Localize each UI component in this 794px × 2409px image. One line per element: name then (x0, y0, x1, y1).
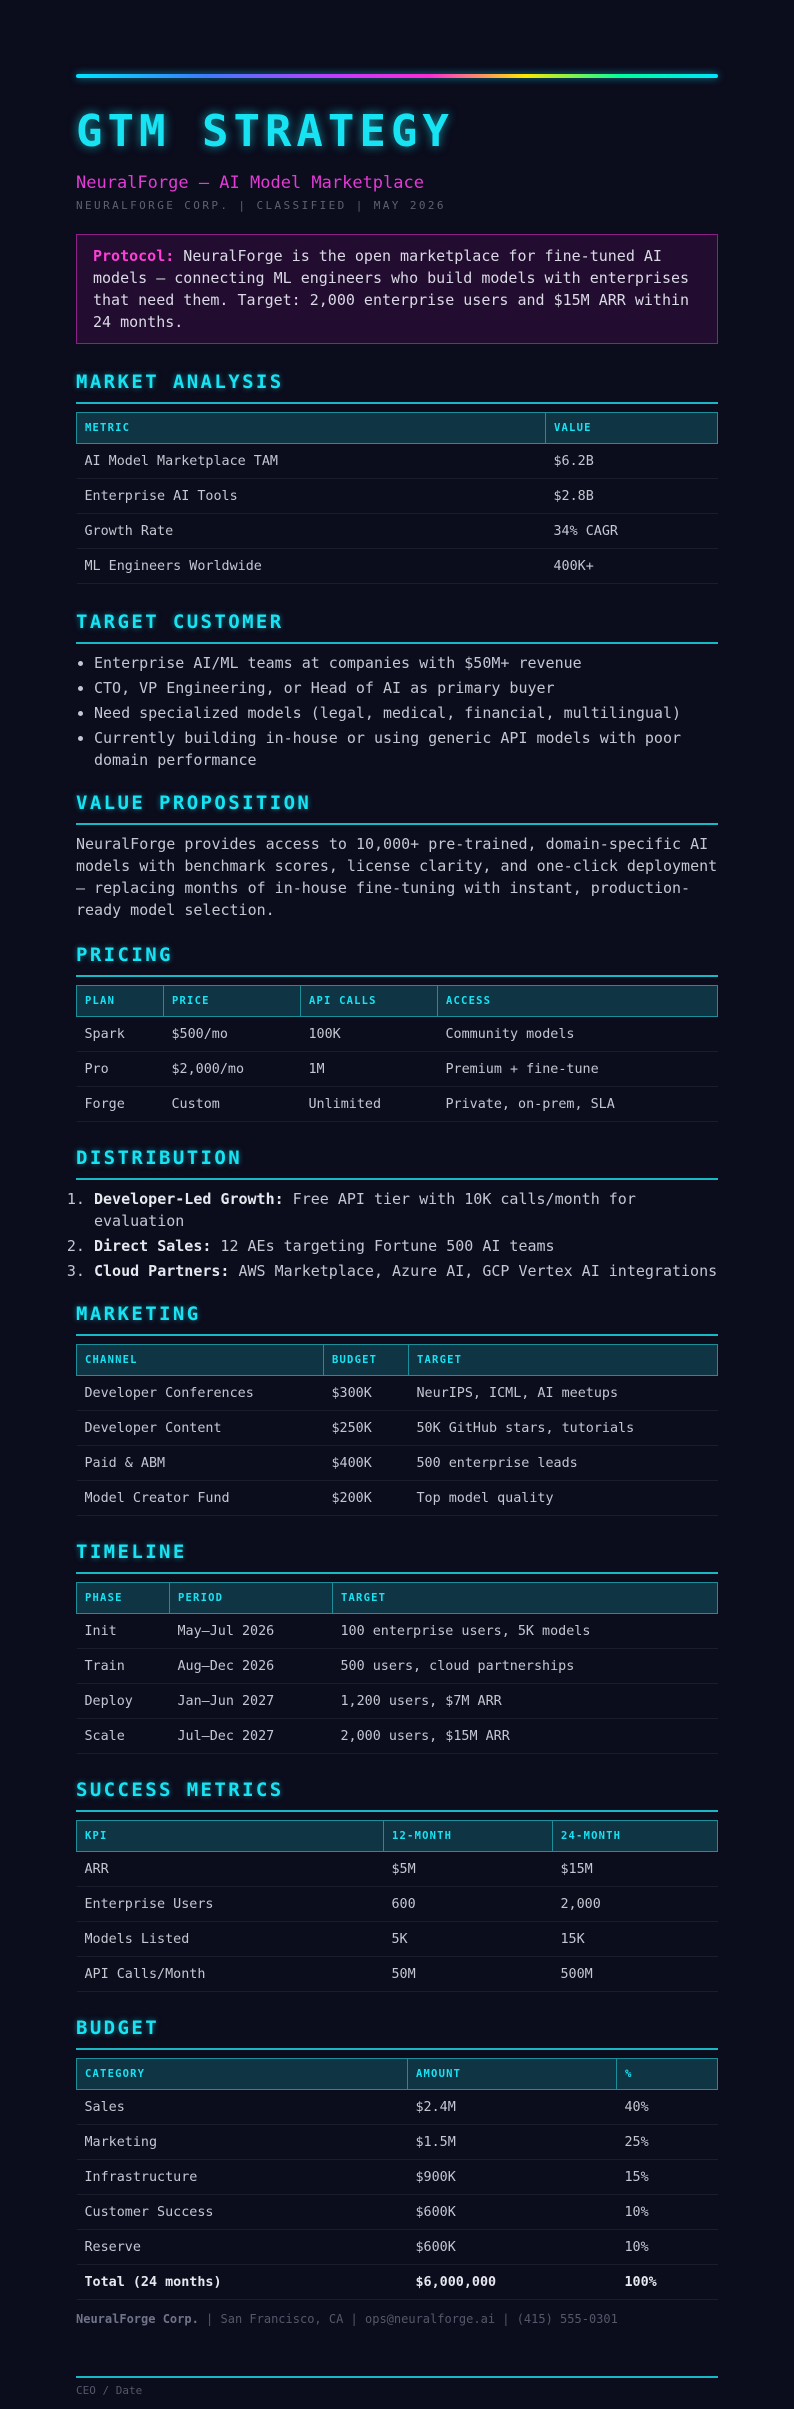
market-table (76, 412, 718, 584)
protocol-text: NeuralForge is the open marketplace for fine-tuned AI models — connecting ML engineers who build models with enterprises that need them. Target: 2,000 enterprise users and $15M ARR within 24 months. (93, 247, 690, 331)
item-text: 12 AEs targeting Fortune 500 AI teams (211, 1237, 555, 1255)
table-cell: Premium + fine-tune (438, 1052, 718, 1087)
table-cell: Deploy (77, 1684, 170, 1719)
column-header: 12-MONTH (384, 1821, 553, 1852)
table-row (77, 1922, 718, 1957)
table-cell: 15% (617, 2160, 718, 2195)
section-success-metrics (76, 1778, 718, 1992)
table-row (77, 1481, 718, 1516)
table-cell: $2.4M (408, 2090, 617, 2125)
page-title: GTM STRATEGY (76, 106, 454, 157)
table-cell: $200K (324, 1481, 409, 1516)
section-target-customer (76, 610, 718, 771)
table-cell: NeurIPS, ICML, AI meetups (409, 1376, 718, 1411)
item-label: Direct Sales: (94, 1237, 212, 1255)
section-value-proposition (76, 791, 718, 921)
metrics-table (76, 1820, 718, 1992)
footer-company: NeuralForge Corp. (76, 2312, 199, 2326)
page-subtitle: NeuralForge — AI Model Marketplace (76, 173, 424, 193)
table-cell: $600K (408, 2230, 617, 2265)
table-row (77, 514, 718, 549)
table-cell: 500M (553, 1957, 718, 1992)
table-cell: AI Model Marketplace TAM (77, 444, 546, 479)
list-item (94, 1235, 718, 1257)
section-heading-target: TARGET CUSTOMER (76, 610, 718, 644)
section-heading-budget: BUDGET (76, 2016, 718, 2050)
table-cell: $400K (324, 1446, 409, 1481)
table-cell: Aug–Dec 2026 (170, 1649, 333, 1684)
table-cell: Forge (77, 1087, 164, 1122)
table-row (77, 2125, 718, 2160)
column-header: PRICE (164, 986, 301, 1017)
table-row (77, 549, 718, 584)
table-cell: $600K (408, 2195, 617, 2230)
list-item (94, 1188, 718, 1232)
section-marketing (76, 1302, 718, 1516)
table-cell: Init (77, 1614, 170, 1649)
section-heading-metrics: SUCCESS METRICS (76, 1778, 718, 1812)
column-header: TARGET (409, 1345, 718, 1376)
column-header: VALUE (546, 413, 718, 444)
column-header: 24-MONTH (553, 1821, 718, 1852)
section-heading-market: MARKET ANALYSIS (76, 370, 718, 404)
signature-label: CEO / Date (76, 2384, 143, 2397)
table-cell: Jan–Jun 2027 (170, 1684, 333, 1719)
table-row (77, 2160, 718, 2195)
table-cell: Custom (164, 1087, 301, 1122)
protocol-callout (76, 234, 718, 344)
document-page (76, 0, 718, 2397)
table-cell: 100% (617, 2265, 718, 2300)
table-cell: 1,200 users, $7M ARR (333, 1684, 718, 1719)
classification-meta: NEURALFORGE CORP. | CLASSIFIED | MAY 2026 (76, 199, 446, 212)
table-cell: Scale (77, 1719, 170, 1754)
table-cell: $1.5M (408, 2125, 617, 2160)
footer-details: | San Francisco, CA | ops@neuralforge.ai | (415) 555-0301 (198, 2312, 618, 2326)
table-cell: $6,000,000 (408, 2265, 617, 2300)
distribution-list (76, 1188, 718, 1282)
table-row (77, 1411, 718, 1446)
column-header: ACCESS (438, 986, 718, 1017)
table-cell: 2,000 (553, 1887, 718, 1922)
table-cell: 25% (617, 2125, 718, 2160)
table-cell: Community models (438, 1017, 718, 1052)
table-row (77, 1957, 718, 1992)
table-row (77, 1087, 718, 1122)
table-cell: ML Engineers Worldwide (77, 549, 546, 584)
table-cell: May–Jul 2026 (170, 1614, 333, 1649)
table-cell: 500 enterprise leads (409, 1446, 718, 1481)
table-cell: 100 enterprise users, 5K models (333, 1614, 718, 1649)
table-cell: 34% CAGR (546, 514, 718, 549)
table-cell: Private, on-prem, SLA (438, 1087, 718, 1122)
table-cell: Developer Content (77, 1411, 324, 1446)
column-header: API CALLS (301, 986, 438, 1017)
table-cell: $300K (324, 1376, 409, 1411)
table-cell: Paid & ABM (77, 1446, 324, 1481)
table-row (77, 1887, 718, 1922)
table-row (77, 444, 718, 479)
table-row (77, 479, 718, 514)
table-row (77, 1446, 718, 1481)
table-cell: $500/mo (164, 1017, 301, 1052)
table-cell: $250K (324, 1411, 409, 1446)
table-cell: Train (77, 1649, 170, 1684)
table-cell: Infrastructure (77, 2160, 408, 2195)
section-heading-distribution: DISTRIBUTION (76, 1146, 718, 1180)
item-label: Cloud Partners: (94, 1262, 230, 1280)
column-header: AMOUNT (408, 2059, 617, 2090)
table-cell: Total (24 months) (77, 2265, 408, 2300)
column-header: BUDGET (324, 1345, 409, 1376)
list-item (94, 1260, 718, 1282)
table-cell: 50M (384, 1957, 553, 1992)
item-label: Developer-Led Growth: (94, 1190, 284, 1208)
list-item: • CTO, VP Engineering, or Head of AI as primary buyer (94, 677, 718, 699)
section-timeline (76, 1540, 718, 1754)
table-cell: 100K (301, 1017, 438, 1052)
table-cell: Spark (77, 1017, 164, 1052)
table-cell: 15K (553, 1922, 718, 1957)
table-cell: $2.8B (546, 479, 718, 514)
table-cell: $6.2B (546, 444, 718, 479)
table-row (77, 1376, 718, 1411)
table-cell: Sales (77, 2090, 408, 2125)
table-cell: 10% (617, 2230, 718, 2265)
table-cell: Growth Rate (77, 514, 546, 549)
section-heading-timeline: TIMELINE (76, 1540, 718, 1574)
table-cell: 40% (617, 2090, 718, 2125)
table-cell: Pro (77, 1052, 164, 1087)
table-cell: Jul–Dec 2027 (170, 1719, 333, 1754)
table-cell: Marketing (77, 2125, 408, 2160)
table-cell: ARR (77, 1852, 384, 1887)
column-header: KPI (77, 1821, 384, 1852)
section-heading-value: VALUE PROPOSITION (76, 791, 718, 825)
column-header: PLAN (77, 986, 164, 1017)
table-cell: 2,000 users, $15M ARR (333, 1719, 718, 1754)
table-row (77, 1614, 718, 1649)
table-cell: Developer Conferences (77, 1376, 324, 1411)
section-heading-marketing: MARKETING (76, 1302, 718, 1336)
item-text: AWS Marketplace, Azure AI, GCP Vertex AI integrations (229, 1262, 718, 1280)
section-heading-pricing: PRICING (76, 943, 718, 977)
table-row (77, 1017, 718, 1052)
value-paragraph: NeuralForge provides access to 10,000+ pre-trained, domain-specific AI models with benchmark scores, license clarity, and one-click deployment — replacing months of in-house fine-tuning with instant, production-ready model selection. (76, 835, 718, 919)
column-header: METRIC (77, 413, 546, 444)
table-row (77, 2090, 718, 2125)
table-row (77, 1684, 718, 1719)
timeline-table (76, 1582, 718, 1754)
list-item: • Need specialized models (legal, medical, financial, multilingual) (94, 702, 718, 724)
table-total-row (77, 2265, 718, 2300)
pricing-table (76, 985, 718, 1122)
section-market (76, 370, 718, 584)
table-cell: Models Listed (77, 1922, 384, 1957)
table-row (77, 1052, 718, 1087)
column-header: PERIOD (170, 1583, 333, 1614)
column-header: CATEGORY (77, 2059, 408, 2090)
section-budget (76, 2016, 718, 2300)
table-cell: 400K+ (546, 549, 718, 584)
table-row (77, 1852, 718, 1887)
footer (76, 2312, 718, 2326)
table-row (77, 2230, 718, 2265)
column-header: CHANNEL (77, 1345, 324, 1376)
protocol-label: Protocol: (93, 247, 175, 265)
table-cell: 1M (301, 1052, 438, 1087)
list-item: • Currently building in-house or using generic API models with poor domain performance (94, 727, 718, 771)
table-cell: $900K (408, 2160, 617, 2195)
item-text: Free API tier with 10K calls/month for evaluation (94, 1190, 636, 1230)
section-pricing (76, 943, 718, 1122)
table-row (77, 1719, 718, 1754)
table-cell: Enterprise Users (77, 1887, 384, 1922)
table-cell: 5K (384, 1922, 553, 1957)
signature-line (76, 2376, 718, 2378)
column-header: PHASE (77, 1583, 170, 1614)
table-cell: 50K GitHub stars, tutorials (409, 1411, 718, 1446)
table-cell: Reserve (77, 2230, 408, 2265)
table-cell: 10% (617, 2195, 718, 2230)
gradient-top-bar (76, 74, 718, 78)
table-cell: Unlimited (301, 1087, 438, 1122)
table-cell: 600 (384, 1887, 553, 1922)
column-header: % (617, 2059, 718, 2090)
column-header: TARGET (333, 1583, 718, 1614)
table-cell: Top model quality (409, 1481, 718, 1516)
marketing-table (76, 1344, 718, 1516)
table-cell: $15M (553, 1852, 718, 1887)
table-row (77, 1649, 718, 1684)
section-distribution (76, 1146, 718, 1282)
table-cell: $2,000/mo (164, 1052, 301, 1087)
table-cell: Model Creator Fund (77, 1481, 324, 1516)
table-cell: Customer Success (77, 2195, 408, 2230)
table-cell: API Calls/Month (77, 1957, 384, 1992)
list-item: • Enterprise AI/ML teams at companies with $50M+ revenue (94, 652, 718, 674)
table-cell: $5M (384, 1852, 553, 1887)
table-row (77, 2195, 718, 2230)
budget-table (76, 2058, 718, 2300)
table-cell: Enterprise AI Tools (77, 479, 546, 514)
target-list (76, 652, 718, 771)
table-cell: 500 users, cloud partnerships (333, 1649, 718, 1684)
